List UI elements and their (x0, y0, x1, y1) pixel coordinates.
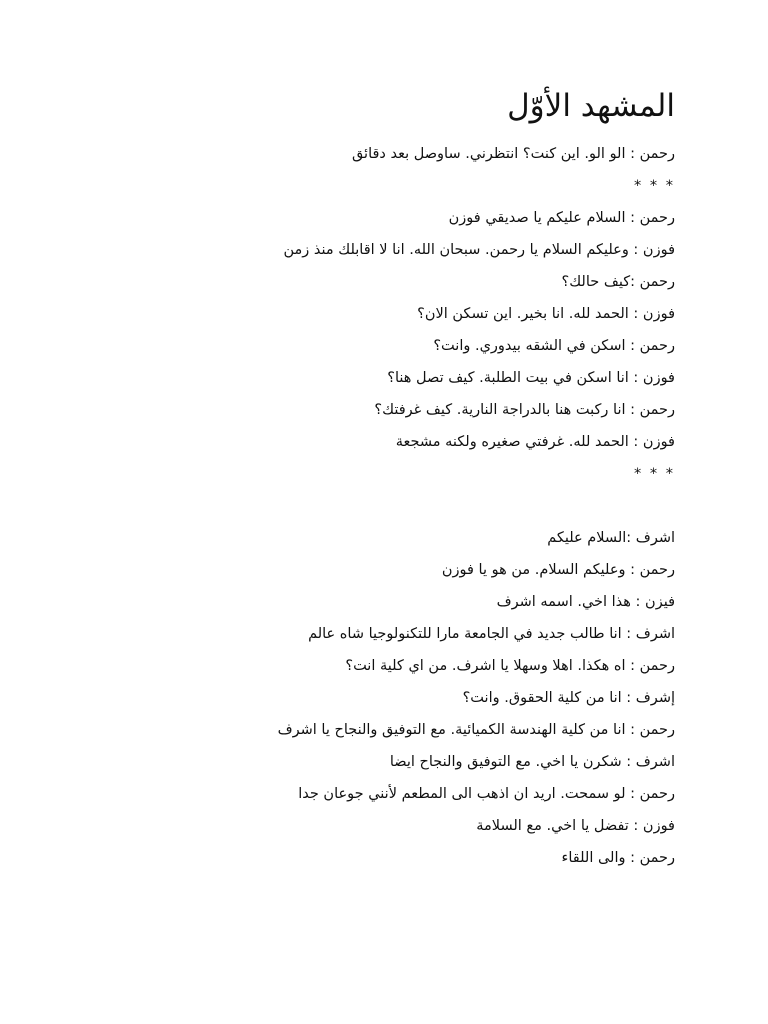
dialogue-line: رحمن : اسكن في الشقه بيدوري. وانت؟ (433, 338, 675, 354)
page-title: المشهد الأوّل (507, 88, 675, 124)
dialogue-line: رحمن :كيف حالك؟ (561, 274, 675, 290)
dialogue-line: فوزن : الحمد لله. غرفتي صغيره ولكنه مشجعة (395, 434, 675, 450)
dialogue-line: اشرف :السلام عليكم (547, 530, 675, 546)
scene-separator: * * * (634, 178, 675, 194)
scene-separator: * * * (634, 466, 675, 482)
dialogue-line: رحمن : اه هكذا. اهلا وسهلا يا اشرف. من اي كلية انت؟ (345, 658, 675, 674)
dialogue-line: فوزن : الحمد لله. انا بخير. اين تسكن الان؟ (417, 306, 675, 322)
dialogue-line: رحمن : الو الو. اين كنت؟ انتظرني. ساوصل بعد دقائق (351, 146, 675, 162)
dialogue-line: فوزن : انا اسكن في بيت الطلبة. كيف تصل هنا؟ (387, 370, 675, 386)
dialogue-line: إشرف : انا من كلية الحقوق. وانت؟ (462, 690, 675, 706)
dialogue-line: فيزن : هذا اخي. اسمه اشرف (496, 594, 675, 610)
dialogue-line: فوزن : وعليكم السلام يا رحمن. سبحان الله. انا لا اقابلك منذ زمن (283, 242, 675, 258)
dialogue-line: اشرف : انا طالب جديد في الجامعة مارا للتكنولوجيا شاه عالم (308, 626, 675, 642)
dialogue-line: رحمن : انا ركبت هنا بالدراجة النارية. كيف غرفتك؟ (374, 402, 675, 418)
blank-line (115, 490, 675, 522)
dialogue-line: رحمن : السلام عليكم يا صديقي فوزن (448, 210, 675, 226)
dialogue-line: رحمن : لو سمحت. اريد ان اذهب الى المطعم لأنني جوعان جدا (298, 786, 675, 802)
dialogue-line: فوزن : تفضل يا اخي. مع السلامة (476, 818, 675, 834)
dialogue-line: رحمن : وعليكم السلام. من هو يا فوزن (441, 562, 675, 578)
dialogue-line: اشرف : شكرن يا اخي. مع التوفيق والنجاح ايضا (389, 754, 675, 770)
dialogue-line: رحمن : انا من كلية الهندسة الكميائية. مع التوفيق والنجاح يا اشرف (277, 722, 675, 738)
dialogue-lines (115, 138, 675, 874)
dialogue-line: رحمن : والى اللقاء (561, 850, 675, 866)
